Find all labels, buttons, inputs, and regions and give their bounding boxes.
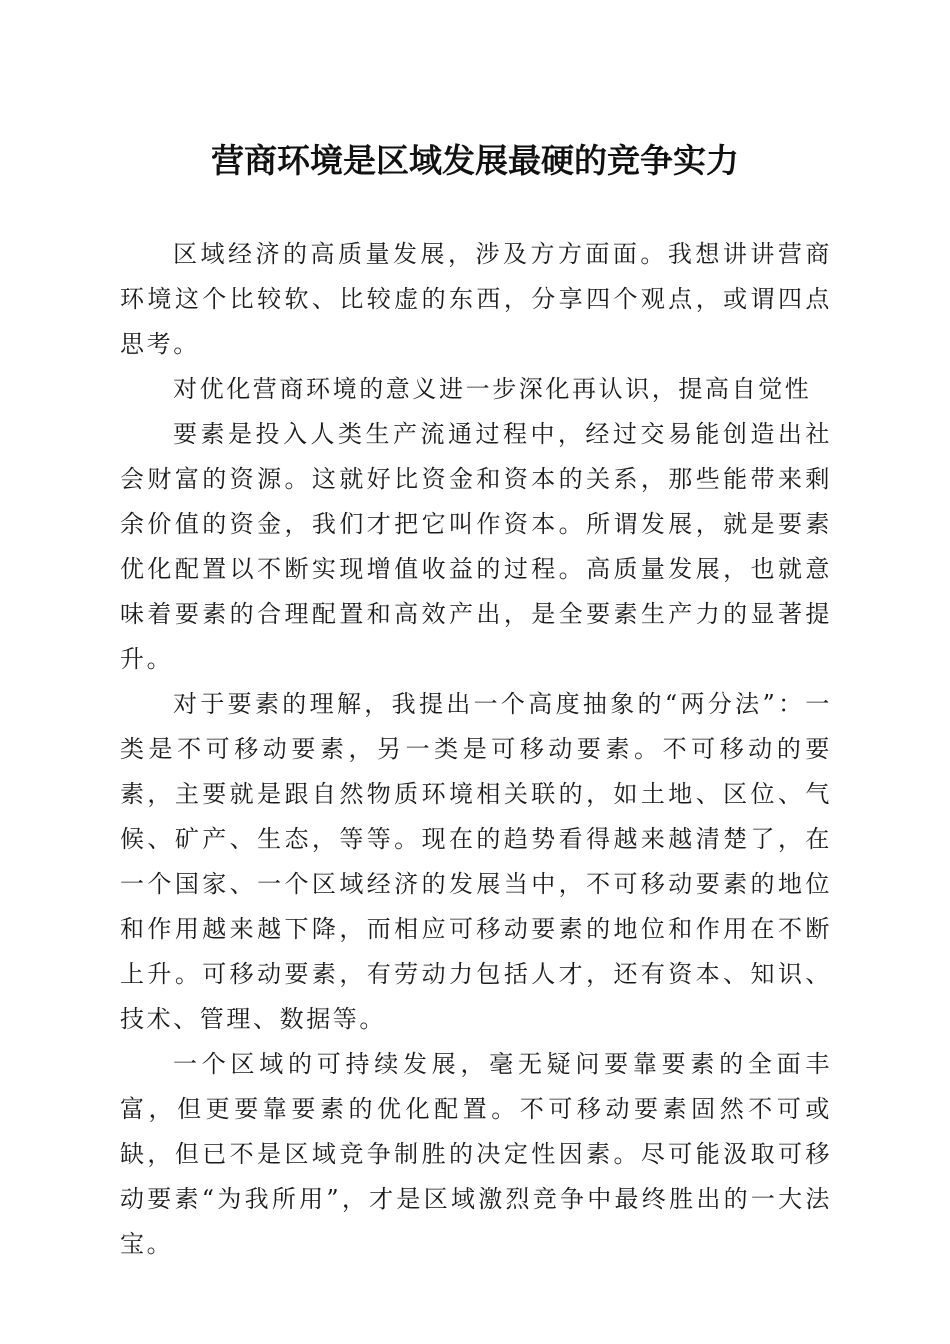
paragraph-intro: 区域经济的高质量发展，涉及方方面面。我想讲讲营商环境这个比较软、比较虚的东西，分享四个观点，或谓四点思考。 — [120, 240, 832, 358]
paragraph-heading: 对优化营商环境的意义进一步深化再认识，提高自觉性 — [173, 375, 812, 403]
paragraph-two-categories: 对于要素的理解，我提出一个高度抽象的“两分法”：一类是不可移动要素，另一类是可移动要素。不可移动的要素，主要就是跟自然物质环境相关联的，如土地、区位、气候、矿产、生态，等等。现在的趋势看得越来越清楚了，在一个国家、一个区域经济的发展当中，不可移动要素的地位和作用越来越下降，而相应可移动要素的地位和作用在不断上升。可移动要素，有劳动力包括人才，还有资本、知识、技术、管理、数据等。 — [120, 690, 832, 1033]
paragraph-conclusion: 一个区域的可持续发展，毫无疑问要靠要素的全面丰富，但更要靠要素的优化配置。不可移动要素固然不可或缺，但已不是区域竞争制胜的决定性因素。尽可能汲取可移动要素“为我所用”，才是区域激烈竞争中最终胜出的一大法宝。 — [120, 1050, 832, 1258]
document-body — [120, 232, 832, 1267]
document-title: 营商环境是区域发展最硬的竞争实力 — [211, 141, 739, 180]
paragraph-factors: 要素是投入人类生产流通过程中，经过交易能创造出社会财富的资源。这就好比资金和资本的关系，那些能带来剩余价值的资金，我们才把它叫作资本。所谓发展，就是要素优化配置以不断实现增值收益的过程。高质量发展，也就意味着要素的合理配置和高效产出，是全要素生产力的显著提升。 — [120, 420, 832, 673]
